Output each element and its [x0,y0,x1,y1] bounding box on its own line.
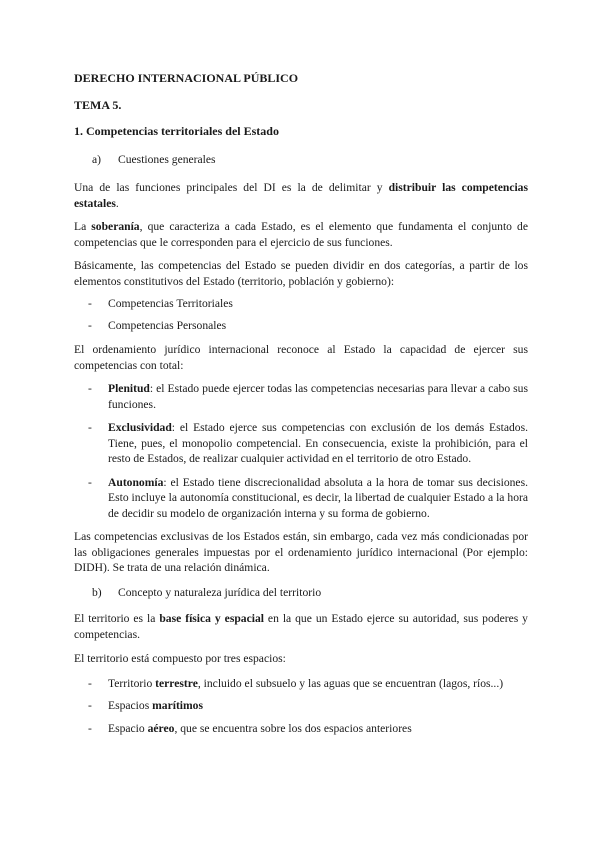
paragraph-5: Las competencias exclusivas de los Estados están, sin embargo, cada vez más condicionadas por las obligaciones generales impuestas por el ordenamiento jurídico internacional (Por ejemplo: DIDH). Se trata de una relación dinámica. [74,530,528,574]
paragraph-3: Básicamente, las competencias del Estado se pueden dividir en dos categorías, a partir de los elementos constitutivos del Estado (territorio, población y gobierno): [74,259,528,288]
term-aereo: aéreo [147,721,175,735]
list-marker: - [88,421,92,434]
list-item-text [108,698,528,714]
paragraph-2 [74,219,528,250]
subsection-a [92,152,528,168]
list-marker: - [88,382,92,395]
list-item-text [108,475,528,522]
term-plenitud: Plenitud [108,382,150,395]
tema-heading: TEMA 5. [74,97,122,112]
paragraph-6-bold: base física y espacial [159,612,264,625]
paragraph-1-text: Una de las funciones principales del DI es la de delimitar y [74,181,389,194]
list-item [88,318,528,334]
term-autonomia: Autonomía [108,475,164,489]
paragraph-2-end: , que caracteriza a cada Estado, es el elemento que fundamenta el conjunto de competencias que le corresponden para el ejercicio de sus funciones. [74,220,528,249]
term-maritimos: marítimos [152,699,203,712]
item-prefix: Territorio [108,676,156,690]
paragraph-1 [74,180,528,211]
list-marker: - [88,676,92,690]
item-prefix: Espacio [108,721,148,735]
item-prefix: Espacios [108,699,153,712]
list-marker: - [88,475,92,489]
list-item [88,381,528,412]
list-item [88,698,528,714]
list-marker: - [88,721,92,735]
list-marker: - [88,297,92,310]
subsection-b [92,585,528,601]
competencias-list [74,296,528,333]
definition-text: : el Estado puede ejercer todas las competencias necesarias para llevar a cabo sus funciones. [108,382,528,411]
list-marker: - [88,318,92,332]
list-item [88,420,528,467]
paragraph-1-bold: distribuir las competencias estatales [74,181,528,210]
paragraph-2-bold: soberanía [91,220,140,233]
section-heading: 1. Competencias territoriales del Estado [74,124,279,138]
item-suffix: , incluido el subsuelo y las aguas que se encuentran (lagos, ríos...) [197,676,504,690]
item-suffix: , que se encuentra sobre los dos espacios anteriores [174,721,412,735]
paragraph-4: El ordenamiento jurídico internacional reconoce al Estado la capacidad de ejercer sus competencias con total: [74,343,528,372]
definition-text: : el Estado tiene discrecionalidad absoluta a la hora de tomar sus decisiones. Esto incluye la autonomía constitucional, es decir, la libertad de cualquier Estado a la hora de decidir su modelo de organización interna y su forma de gobierno. [108,475,528,520]
definition-text: : el Estado ejerce sus competencias con exclusión de los demás Estados. Tiene, pues, el monopolio competencial. En consecuencia, existe la prohibición, para el resto de Estados, de realizar cualquier actividad en el territorio de otro Estado. [108,421,528,465]
subsection-b-text: Concepto y naturaleza jurídica del territorio [118,585,322,599]
paragraph-6-text: El territorio es la [74,612,160,625]
term-exclusividad: Exclusividad [108,421,172,434]
list-marker: - [88,699,92,712]
paragraph-1-end: . [115,196,119,210]
list-item [88,296,528,312]
list-item [88,676,528,692]
list-item-text [108,676,528,692]
list-item-text [108,381,528,412]
list-item-text: Competencias Personales [108,318,227,332]
paragraph-2-text: La [74,220,92,233]
caracteristicas-list [74,381,528,521]
subsection-b-label: b) [92,585,102,599]
paragraph-7: El territorio está compuesto por tres espacios: [74,652,286,665]
list-item [88,721,528,737]
term-terrestre: terrestre [155,676,198,690]
espacios-list [74,676,528,737]
list-item [88,475,528,522]
subsection-a-label: a) [92,152,102,166]
document-title: DERECHO INTERNACIONAL PÚBLICO [74,71,299,85]
list-item-text [108,420,528,467]
subsection-a-text: Cuestiones generales [118,152,216,166]
list-item-text: Competencias Territoriales [108,297,233,310]
list-item-text [108,721,528,737]
paragraph-6 [74,611,528,642]
paragraph-6-end: en la que un Estado ejerce su autoridad, sus poderes y competencias. [74,612,528,641]
